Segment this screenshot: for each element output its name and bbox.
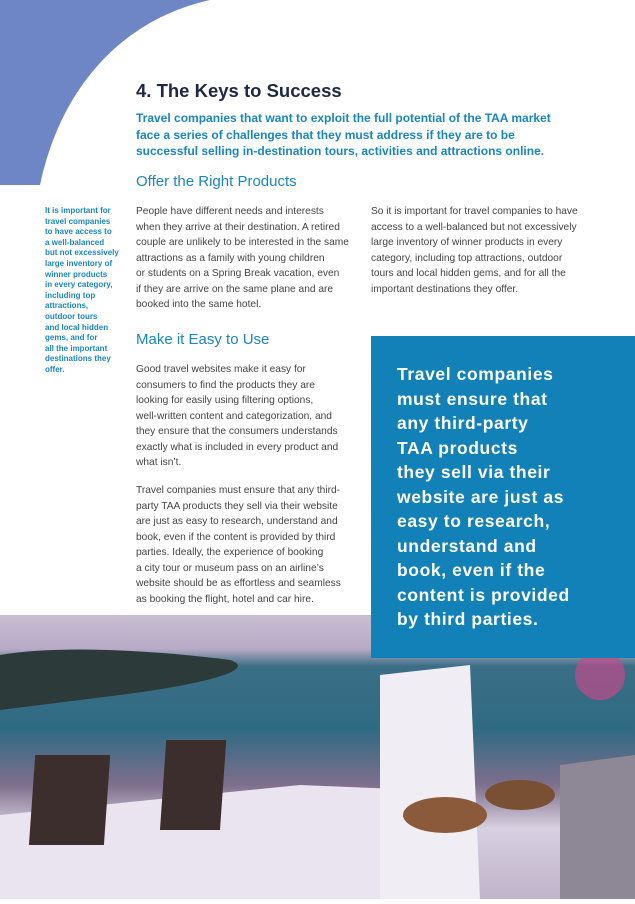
text-line: attractions, <box>45 301 89 311</box>
text-line: attractions as a family with young children <box>136 252 325 264</box>
text-line: destinations they <box>45 354 111 364</box>
text-line: or students on a Spring Break vacation, even <box>136 268 340 279</box>
text-line: and local hidden <box>45 322 109 332</box>
text-line: access to a well-balanced but not excessively <box>371 221 577 233</box>
text-line: offer. <box>45 364 65 374</box>
text-line: looking for easily using filtering options, <box>136 395 314 406</box>
text-line: by third parties. <box>397 609 539 629</box>
text-line: understand and <box>397 535 537 556</box>
text-line: So it is important for travel companies to have <box>371 206 578 217</box>
text-line: they sell via their <box>397 462 551 482</box>
text-line: a city tour or museum pass on an airline’s <box>136 562 324 574</box>
text-line: a well-balanced <box>45 237 105 247</box>
text-line: TAA products <box>397 437 518 458</box>
text-line: all the important <box>45 343 108 353</box>
text-line: but not excessively <box>45 248 119 258</box>
page-title: 4. The Keys to Success <box>136 80 342 101</box>
text-line: exactly what is included in every product and <box>136 441 339 453</box>
text-line: People have different needs and interests <box>136 206 324 217</box>
text-line: booked into the same hotel. <box>136 299 262 310</box>
intro-paragraph: Travel companies that want to exploit the full potential of the TAA market face a series of challenges that they must address if they are to be successful selling in-destination tours, activities and attractions online. <box>136 111 551 158</box>
text-line: website should be as effortless and seamless <box>136 578 341 589</box>
text-line: Travel companies <box>397 364 554 384</box>
text-line: It is important for <box>45 206 111 215</box>
text-line: book, even if the <box>397 560 546 580</box>
section1-left-text <box>136 204 349 313</box>
text-line: what isn’t. <box>136 457 182 468</box>
text-line: tours and local hidden gems, and for all the <box>371 268 566 279</box>
text-line: well-written content and categorization, and <box>136 410 332 422</box>
text-line: winner products <box>45 269 108 279</box>
text-line: they ensure that the consumers understands <box>136 426 338 437</box>
text-line: when they arrive at their destination. A retired <box>136 221 340 233</box>
text-line: large inventory of winner products in every <box>371 237 563 248</box>
text-line: easy to research, <box>397 511 551 531</box>
text-line: must ensure that <box>397 388 548 409</box>
text-line: important destinations they offer. <box>371 283 519 295</box>
text-line: as booking the flight, hotel and car hire. <box>136 593 314 605</box>
text-line: Travel companies must ensure that any third- <box>136 485 341 496</box>
text-line: category, including top attractions, outdoor <box>371 252 563 264</box>
text-line: website are just as <box>397 486 565 507</box>
text-line: consumers to find the products they are <box>136 379 315 391</box>
text-line: couple are unlikely to be interested in the same <box>136 237 349 248</box>
section1-right-text <box>371 204 578 297</box>
text-line: Good travel websites make it easy for <box>136 364 306 375</box>
sidebar-note <box>45 206 119 376</box>
text-line: book, even if the content is provided by third <box>136 531 336 543</box>
text-line: party TAA products they sell via their website <box>136 500 338 512</box>
text-line: if they are arrive on the same plane and are <box>136 283 334 295</box>
text-line: any third-party <box>397 413 529 433</box>
section-title-offer-products: Offer the Right Products <box>136 173 297 190</box>
text-line: content is provided <box>397 584 570 605</box>
pull-quote <box>397 362 570 632</box>
text-line: in every category, <box>45 280 113 290</box>
text-line: outdoor tours <box>45 311 98 321</box>
text-line: gems, and for <box>45 333 98 343</box>
section-title-easy-to-use: Make it Easy to Use <box>136 331 270 348</box>
section2-paragraph-1 <box>136 362 338 471</box>
pull-quote-box <box>371 336 635 658</box>
text-line: including top <box>45 290 96 300</box>
text-line: large inventory of <box>45 258 113 268</box>
text-line: parties. Ideally, the experience of booking <box>136 547 324 558</box>
text-line: travel companies <box>45 216 111 226</box>
text-line: are just as easy to research, understand and <box>136 516 338 527</box>
text-line: to have access to <box>45 227 112 237</box>
section2-paragraph-2 <box>136 483 341 607</box>
